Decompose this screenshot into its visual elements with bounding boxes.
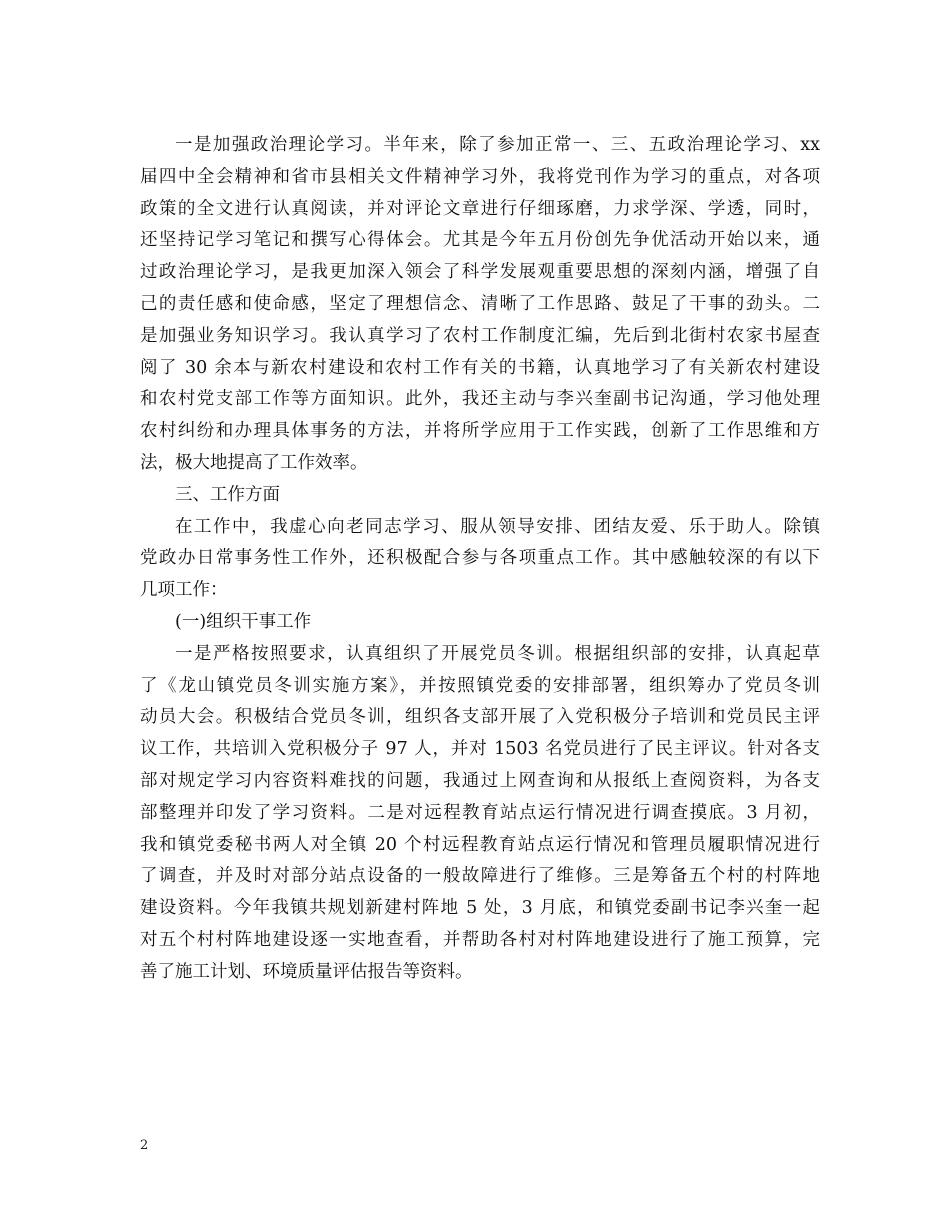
text-line: 政策的全文进行认真阅读，并对评论文章进行仔细琢磨，力求学深、学透，同时， <box>140 198 820 219</box>
text-line: 党政办日常事务性工作外，还积极配合参与各项重点工作。其中感触较深的有以下 <box>140 548 820 569</box>
text-line: 过政治理论学习，是我更加深入领会了科学发展观重要思想的深刻内涵，增强了自 <box>140 262 820 283</box>
text-line: 建设资料。今年我镇共规划新建村阵地 5 处，3 月底，和镇党委副书记李兴奎一起 <box>140 898 820 919</box>
text-line: 是加强业务知识学习。我认真学习了农村工作制度汇编，先后到北街村农家书屋查 <box>140 325 820 346</box>
text-line: 了《龙山镇党员冬训实施方案》，并按照镇党委的安排部署，组织筹办了党员冬训 <box>140 675 820 696</box>
text-line: 还坚持记学习笔记和撰写心得体会。尤其是今年五月份创先争优活动开始以来，通 <box>140 230 820 251</box>
text-line: 部整理并印发了学习资料。二是对远程教育站点运行情况进行调查摸底。3 月初， <box>140 802 820 823</box>
text-line: 法，极大地提高了工作效率。 <box>140 452 368 473</box>
document-body <box>140 130 820 989</box>
text-line: 在工作中，我虚心向老同志学习、服从领导安排、团结友爱、乐于助人。除镇 <box>175 516 820 537</box>
text-line: 了调查，并及时对部分站点设备的一般故障进行了维修。三是筹备五个村的村阵地 <box>140 866 820 887</box>
text-line: 议工作，共培训入党积极分子 97 人，并对 1503 名党员进行了民主评议。针对各支 <box>140 739 820 760</box>
text-line: 三、工作方面 <box>175 484 280 505</box>
text-line: 届四中全会精神和省市县相关文件精神学习外，我将党刊作为学习的重点，对各项 <box>140 166 820 187</box>
text-line: 善了施工计划、环境质量评估报告等资料。 <box>140 961 473 982</box>
text-line: 己的责任感和使命感，坚定了理想信念、清晰了工作思路、鼓足了干事的劲头。二 <box>140 293 820 314</box>
text-line: 部对规定学习内容资料难找的问题，我通过上网查询和从报纸上查阅资料，为各支 <box>140 770 820 791</box>
text-line: 一是加强政治理论学习。半年来，除了参加正常一、三、五政治理论学习、xx <box>175 135 820 155</box>
text-line: 我和镇党委秘书两人对全镇 20 个村远程教育站点运行情况和管理员履职情况进行 <box>140 834 820 855</box>
text-line: 农村纠纷和办理具体事务的方法，并将所学应用于工作实践，创新了工作思维和方 <box>140 421 820 442</box>
text-line: 一是严格按照要求，认真组织了开展党员冬训。根据组织部的安排，认真起草 <box>175 643 820 664</box>
text-line: 动员大会。积极结合党员冬训，组织各支部开展了入党积极分子培训和党员民主评 <box>140 707 820 728</box>
text-line: 阅了 30 余本与新农村建设和农村工作有关的书籍，认真地学习了有关新农村建设 <box>140 357 820 378</box>
text-line: 对五个村村阵地建设逐一实地查看，并帮助各村对村阵地建设进行了施工预算，完 <box>140 929 820 950</box>
page-number: 2 <box>140 1138 149 1153</box>
text-line: 几项工作： <box>140 580 228 601</box>
text-line: 和农村党支部工作等方面知识。此外，我还主动与李兴奎副书记沟通，学习他处理 <box>140 389 820 410</box>
text-line: (一)组织干事工作 <box>175 611 312 632</box>
